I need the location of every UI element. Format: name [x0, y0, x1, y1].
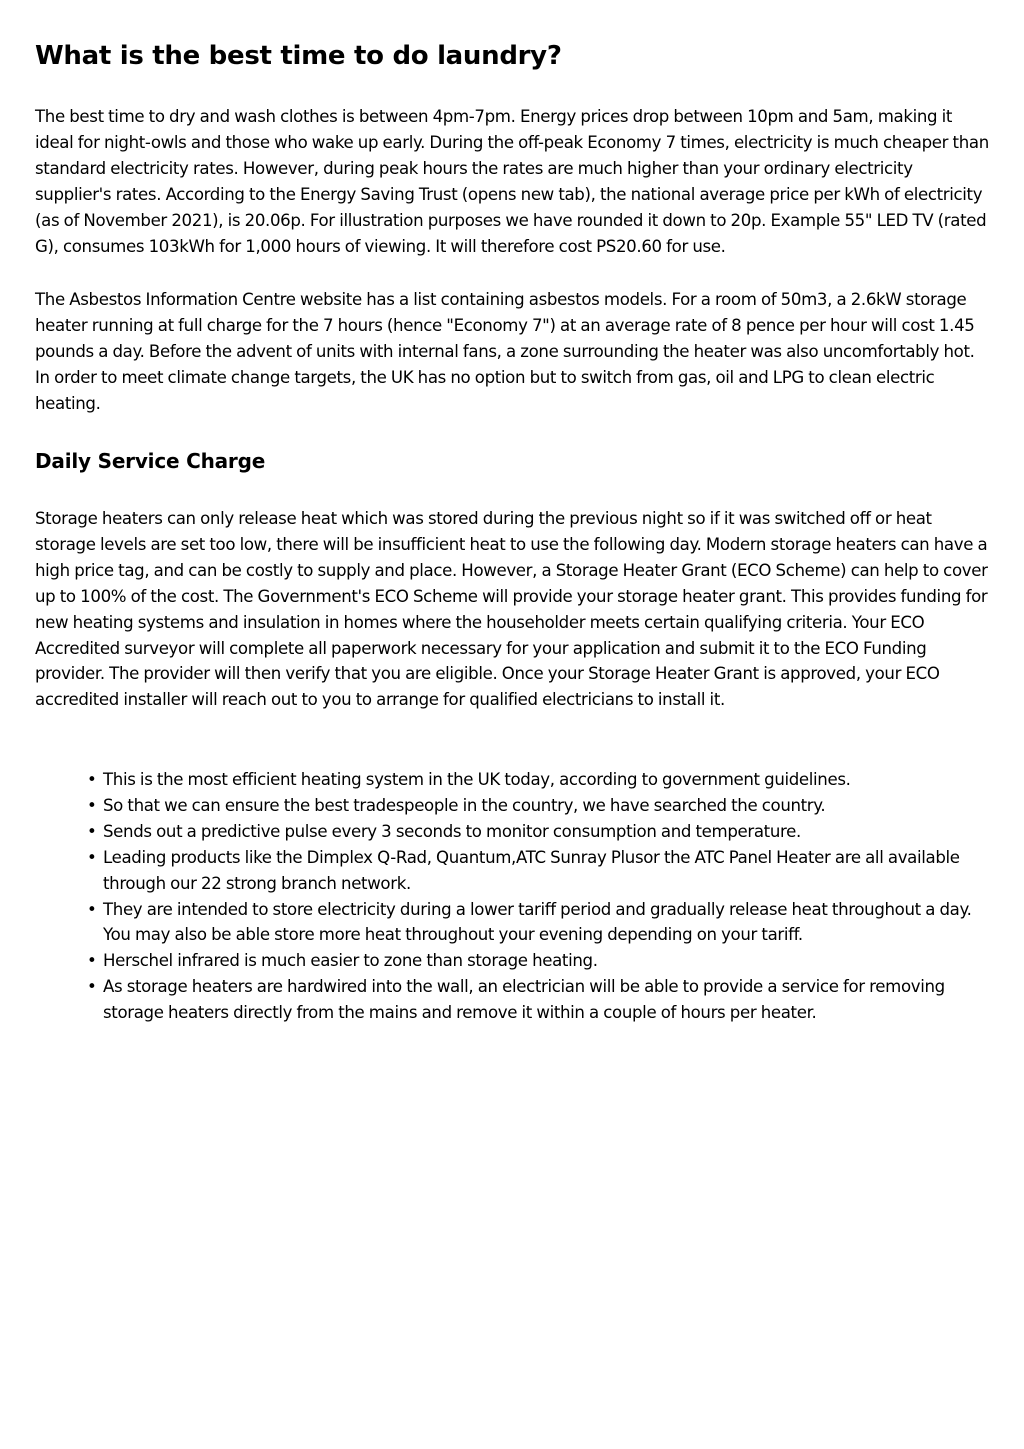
list-item — [35, 897, 990, 949]
list-item — [35, 974, 990, 1026]
bullet-icon: • — [87, 821, 97, 841]
list-item — [35, 948, 990, 974]
paragraph-laundry-time: The best time to dry and wash clothes is between 4pm-7pm. Energy prices drop between 10pm and 5am, making it ideal for night-owls and those who wake up early. During the off-peak Economy 7 times, electricity is much cheaper than standard electricity rates. However, during peak hours the rates are much higher than your ordinary electricity supplier's rates. According to the Energy Saving Trust (opens new tab), the national average price per kWh of electricity (as of November 2021), is 20.06p. For illustration purposes we have rounded it down to 20p. Example 55" LED TV (rated G), consumes 103kWh for 1,000 hours of viewing. It will therefore cost PS20.60 for use. — [35, 107, 989, 256]
bullet-icon: • — [87, 951, 97, 971]
page-title: What is the best time to do laundry? — [35, 41, 562, 71]
list-item-text: So that we can ensure the best tradespeople in the country, we have searched the country. — [103, 795, 826, 815]
list-item — [35, 767, 990, 793]
list-item — [35, 819, 990, 845]
bullet-icon: • — [87, 847, 97, 867]
list-item — [35, 845, 990, 897]
list-item-text: Sends out a predictive pulse every 3 seconds to monitor consumption and temperature. — [103, 821, 801, 841]
list-item-text: Leading products like the Dimplex Q-Rad, Quantum,ATC Sunray Plusor the ATC Panel Heater are all available through our 22 strong branch network. — [103, 847, 960, 893]
bullet-icon: • — [87, 977, 97, 997]
bullet-icon: • — [87, 899, 97, 919]
list-item-text: This is the most efficient heating system in the UK today, according to government guidelines. — [103, 770, 851, 789]
paragraph-storage-heater-cost: The Asbestos Information Centre website has a list containing asbestos models. For a room of 50m3, a 2.6kW storage heater running at full charge for the 7 hours (hence "Economy 7") at an average rate of 8 pence per hour will cost 1.45 pounds a day. Before the advent of units with internal fans, a zone surrounding the heater was also uncomfortably hot. In order to meet climate change targets, the UK has no option but to switch from gas, oil and LPG to clean electric heating. — [35, 290, 975, 413]
paragraph-storage-heater-grant: Storage heaters can only release heat which was stored during the previous night so if it was switched off or heat storage levels are set too low, there will be insufficient heat to use the following day. Modern storage heaters can have a high price tag, and can be costly to supply and place. However, a Storage Heater Grant (ECO Scheme) can help to cover up to 100% of the cost. The Government's ECO Scheme will provide your storage heater grant. This provides funding for new heating systems and insulation in homes where the householder meets certain qualifying criteria. Your ECO Accredited surveyor will complete all paperwork necessary for your application and submit it to the ECO Funding provider. The provider will then verify that you are eligible. Once your Storage Heater Grant is approved, your ECO accredited installer will reach out to you to arrange for qualified electricians to install it. — [35, 509, 988, 710]
bullet-icon: • — [87, 795, 97, 815]
list-item-text: Herschel infrared is much easier to zone than storage heating. — [103, 951, 598, 971]
bullet-list — [35, 767, 990, 1026]
bullet-icon: • — [87, 770, 97, 789]
list-item — [35, 793, 990, 819]
list-item-text: As storage heaters are hardwired into the wall, an electrician will be able to provide a service for removing storage heaters directly from the mains and remove it within a couple of hours per heater. — [103, 977, 945, 1023]
section-heading-daily-service-charge: Daily Service Charge — [35, 449, 266, 473]
list-item-text: They are intended to store electricity during a lower tariff period and gradually release heat throughout a day. You may also be able store more heat throughout your evening depending on your tariff. — [103, 899, 972, 945]
